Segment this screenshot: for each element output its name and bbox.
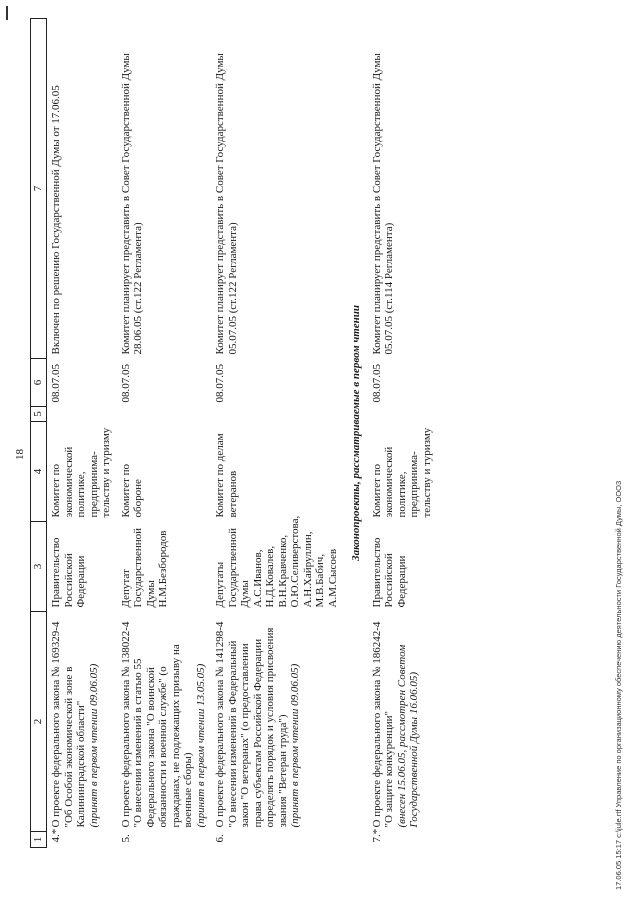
committee-cell: Комитет по делам ветеранов (214, 433, 239, 518)
footer-text: 17.06.05 15:17 c:\jule.rtf Управление по организационному обеспечению деятельности Государственной Думы, ООО3 (614, 480, 623, 890)
committee-cell: Комитет по экономической политике, предпринима-тельству и туризму (370, 427, 433, 518)
bill-note: (принят в первом чтении 09.06.05) (87, 663, 100, 828)
header-cell: 4 (31, 422, 47, 522)
section-heading: Законопроекты, рассматриваемые в первом чтении (350, 305, 362, 561)
bill-note: (принят в первом чтении 13.05.05) (194, 663, 207, 828)
header-cell: 6 (31, 359, 47, 407)
status-cell: Комитет планирует представить в Совет Государственной Думы 28.06.05 (ст.122 Регламента) (119, 53, 144, 355)
row-number: 5. (119, 834, 132, 843)
bill-title: О проекте федерального закона № 138022-4 "О внесении изменений в статью 55 Федерального закона "О воинской обязанности и военной службе" (о гражданах, не подлежащих призыву на военные сборы) (119, 621, 194, 828)
bill-cell (117, 612, 212, 832)
header-cell: 1 (31, 832, 47, 848)
committee-cell: Комитет по экономической политике, предпринима-тельству и туризму (50, 427, 112, 518)
row-number: 4.* (50, 828, 62, 843)
section-heading-row (343, 19, 368, 848)
page-number: 18 (14, 449, 26, 460)
date-cell: 08.07.05 (119, 364, 132, 403)
author-cell: Правительство Российской Федерации (50, 537, 87, 608)
bill-note: (внесен 15.06.05, рассмотрен Советом Государственной Думы 16.06.05) (395, 644, 420, 828)
bill-cell (368, 612, 438, 832)
col5-cell (117, 407, 212, 422)
committee-cell: Комитет по обороне (119, 463, 144, 518)
status-cell: Включен по решению Государственной Думы от 17.06.05 (50, 85, 62, 355)
bill-title: О проекте федерального закона № 186242-4 "О защите конкуренции" (370, 621, 395, 828)
date-cell: 08.07.05 (370, 364, 383, 403)
header-row (31, 19, 47, 848)
table-row (47, 19, 117, 848)
table-row (117, 19, 212, 848)
author-cell: Правительство Российской Федерации (370, 537, 408, 608)
bill-title: О проекте федерального закона № 141298-4 "О внесении изменений в Федеральный закон "О ветеранах" (о предоставлении права субъектам Российской Федерации определять порядок и условия присвоения звания "Ветеран труда") (214, 621, 289, 828)
header-cell: 7 (31, 19, 47, 359)
row-number: 6. (214, 834, 226, 843)
agenda-table (30, 18, 437, 848)
col5-cell (47, 407, 117, 422)
author-cell: Депутаты Государственной Думы А.С.Иванов, Н.Д.Ковалев, В.Н.Кравченко, О.Ю.Селиверстова, А.Н.Хайруллин, М.В.Бабич, А.М.Сысоев (214, 515, 339, 608)
status-cell: Комитет планирует представить в Совет Государственной Думы 05.07.05 (ст.114 Регламента) (370, 53, 395, 355)
top-mark (6, 6, 8, 20)
header-cell: 2 (31, 612, 47, 832)
status-cell: Комитет планирует представить в Совет Государственной Думы 05.07.05 (ст.122 Регламента) (214, 53, 239, 355)
table-row (211, 19, 343, 848)
date-cell: 08.07.05 (214, 364, 226, 403)
bill-cell (47, 612, 117, 832)
date-cell: 08.07.05 (50, 364, 62, 403)
table-row (368, 19, 438, 848)
header-cell: 3 (31, 522, 47, 612)
bill-title: О проекте федерального закона № 169329-4 "Об Особой экономической зоне в Калининградской области" (50, 621, 87, 828)
col5-cell (368, 407, 438, 422)
bill-cell (211, 612, 343, 832)
row-number: 7.* (370, 828, 383, 843)
header-cell: 5 (31, 407, 47, 422)
col5-cell (211, 407, 343, 422)
author-cell: Депутат Государственной Думы Н.М.Безбородов (119, 527, 169, 608)
bill-note: (принят в первом чтении 09.06.05) (289, 663, 301, 828)
